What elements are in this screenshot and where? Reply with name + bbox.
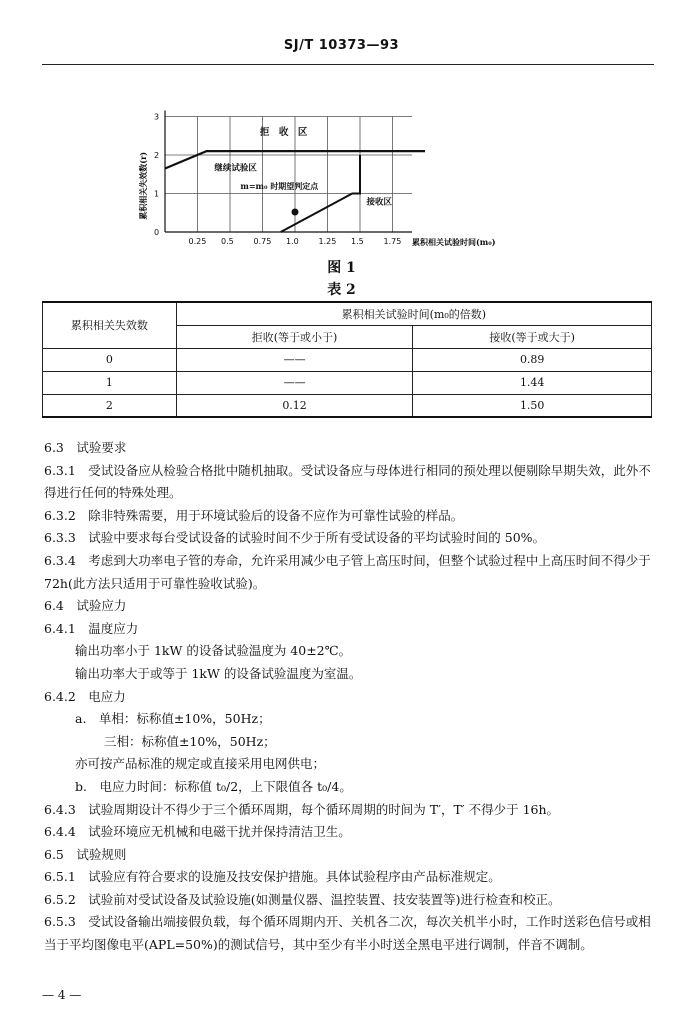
- body-text: [44, 437, 654, 957]
- region-accept-label: 接收区: [366, 197, 393, 208]
- clause-text: 6.3.3 试验中要求每台受试设备的试验时间不少于所有受试设备的平均试验时间的 50%。: [44, 530, 546, 546]
- clause-text: 三相：标称值±10%，50Hz；: [104, 733, 276, 749]
- cell-reject: ——: [176, 348, 413, 371]
- section-heading: 6.5 试验规则: [44, 846, 127, 862]
- table-title: 表 2: [327, 282, 356, 298]
- clause-text: 6.4.1 温度应力: [44, 620, 139, 636]
- clause-text: 6.3.4 考虑到大功率电子管的寿命，允许采用减少电子管上高压时间，但整个试验过程中上高压时间不得少于 72h(此方法只适用于可靠性验收试验)。: [44, 552, 651, 591]
- table-row: [43, 348, 652, 371]
- clause-text: 6.4.3 试验周期设计不得少于三个循环周期，每个循环周期的时间为 T′，T′ 不得少于 16h。: [44, 801, 560, 817]
- y-tick-labels: [154, 113, 159, 238]
- region-continue-label: 继续试验区: [214, 163, 257, 174]
- clause-text: 亦可按产品标准的规定或直接采用电网供电；: [75, 756, 326, 772]
- figure-1-chart: [110, 100, 620, 255]
- x-tick-labels: [189, 237, 402, 246]
- section-heading: 6.3 试验要求: [44, 440, 127, 455]
- cell-failures: 1: [43, 371, 177, 394]
- clause-text: a. 单相：标称值±10%，50Hz；: [75, 711, 271, 727]
- clause-text: 6.5.3 受试设备输出端接假负载，每个循环周期内开、关机各二次，每次关机半小时，工作时送彩色信号或相当于平均图像电平(APL=50%)的测试信号，其中至少有半小时送全黑电平进行调制，伴音不调制。: [44, 914, 651, 953]
- y-tick-label: 1: [154, 189, 160, 199]
- cell-failures: 0: [43, 348, 177, 371]
- cell-accept: 1.50: [413, 394, 652, 417]
- header-reject: 拒收(等于或小于): [176, 325, 413, 348]
- y-tick-label: 2: [154, 151, 160, 160]
- clause-text: 6.4.4 试验环境应无机械和电磁干扰并保持清洁卫生。: [44, 824, 351, 840]
- figure-caption: 图 1: [327, 260, 356, 276]
- header-rule: [42, 64, 654, 65]
- clause-text: 输出功率大于或等于 1kW 的设备试验温度为室温。: [75, 665, 362, 681]
- header-test-time: 累积相关试验时间(m₀的倍数): [176, 302, 651, 325]
- cell-reject: 0.12: [176, 394, 413, 417]
- x-tick-label: 0.25: [188, 237, 207, 246]
- x-tick-label: 1.25: [318, 237, 337, 246]
- clause-text: b. 电应力时间：标称值 t₀/2，上下限值各 t₀/4。: [75, 778, 352, 794]
- x-tick-label: 0.75: [253, 237, 272, 246]
- y-tick-label: 0: [154, 228, 160, 237]
- clause-text: 6.4.2 电应力: [44, 688, 126, 704]
- standard-code-header: SJ/T 10373—93: [283, 38, 400, 53]
- y-axis-label: 累积相关失效数(r): [138, 151, 148, 220]
- y-tick-label: 3: [154, 112, 160, 122]
- clause-text: 6.5.1 试验应有符合要求的设施及技安保护措施。具体试验程序由产品标准规定。: [44, 869, 501, 885]
- x-axis-label: 累积相关试验时间(m₀): [412, 237, 496, 247]
- page-number: — 4 —: [42, 988, 82, 1002]
- section-heading: 6.4 试验应力: [44, 598, 127, 614]
- header-failures: 累积相关失效数: [43, 302, 177, 348]
- cell-accept: 0.89: [413, 348, 652, 371]
- clause-text: 6.3.1 受试设备应从检验合格批中随机抽取。受试设备应与母体进行相同的预处理以便剔除早期失效，此外不得进行任何的特殊处理。: [44, 462, 651, 501]
- clause-text: 输出功率小于 1kW 的设备试验温度为 40±2℃。: [75, 643, 352, 659]
- cell-reject: ——: [176, 371, 413, 394]
- table-2: [42, 301, 652, 418]
- cell-failures: 2: [43, 394, 177, 417]
- cell-accept: 1.44: [413, 371, 652, 394]
- clause-text: 6.3.2 除非特殊需要，用于环境试验后的设备不应作为可靠性试验的样品。: [44, 507, 464, 523]
- expected-decision-point: [292, 208, 299, 215]
- region-reject-label: 拒 收 区: [259, 126, 308, 138]
- table-row: [43, 371, 652, 394]
- x-tick-label: 1.5: [351, 237, 364, 246]
- x-tick-label: 1.0: [286, 237, 299, 246]
- clause-text: 6.5.2 试验前对受试设备及试验设施(如测量仪器、温控装置、技安装置等)进行检查和校正。: [44, 891, 561, 907]
- x-tick-label: 0.5: [221, 237, 234, 246]
- x-tick-label: 1.75: [383, 237, 402, 246]
- table-row: [43, 394, 652, 417]
- header-accept: 接收(等于或大于): [413, 325, 652, 348]
- decision-point-label: m=m₀ 时期望判定点: [240, 180, 319, 191]
